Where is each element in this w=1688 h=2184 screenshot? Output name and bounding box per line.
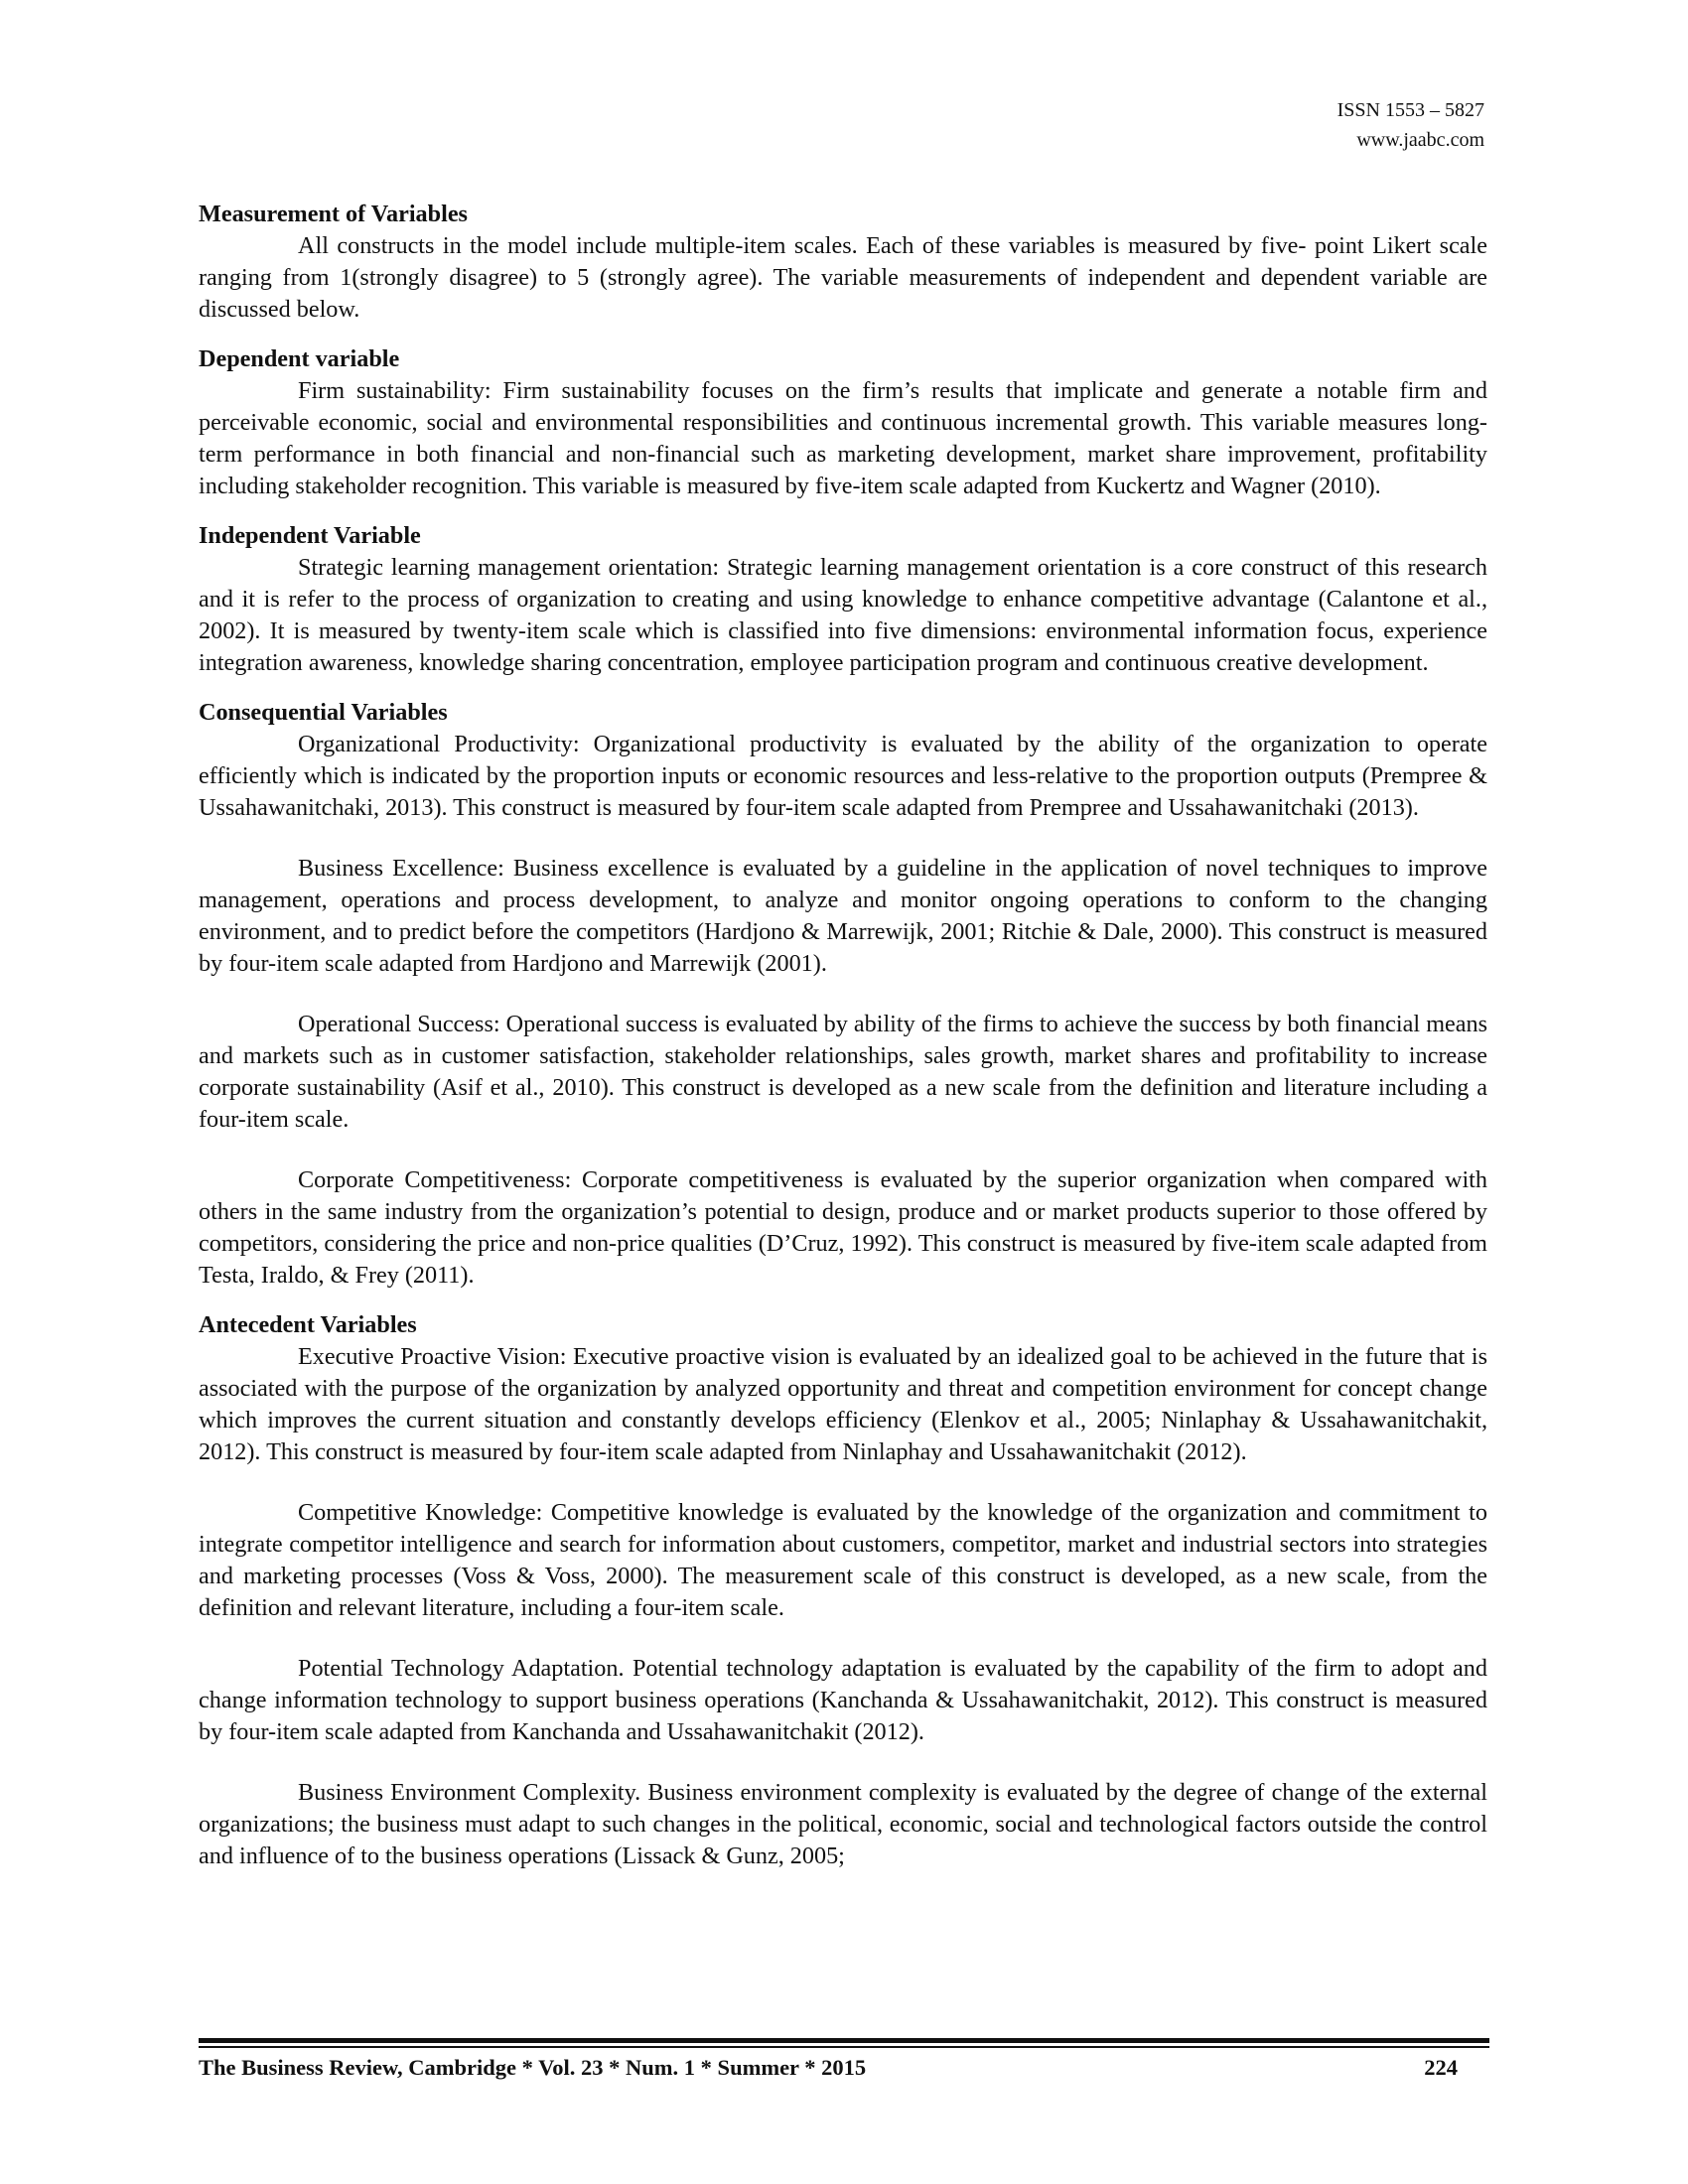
page-header (1337, 95, 1484, 155)
paragraph-corporate-competitiveness: Corporate Competitiveness: Corporate competitiveness is evaluated by the superior organization when compared with others in the same industry from the organization’s potential to design, produce and or market products superior to those offered by competitors, considering the price and non-price qualities (D’Cruz, 1992). This construct is measured by five-item scale adapted from Testa, Iraldo, & Frey (2011). (199, 1166, 1487, 1289)
paragraph-operational-success: Operational Success: Operational success is evaluated by ability of the firms to achieve the success by both financial means and markets such as in customer satisfaction, stakeholder relationships, sales growth, market shares and profitability to increase corporate sustainability (Asif et al., 2010). This construct is developed as a new scale from the definition and literature including a four-item scale. (199, 1011, 1487, 1133)
footer-rule-thin (199, 2046, 1489, 2048)
heading-independent-variable: Independent Variable (199, 522, 421, 549)
paragraph-firm-sustainability: Firm sustainability: Firm sustainability focuses on the firm’s results that implicate and generate a notable firm and perceivable economic, social and environmental responsibilities and continuous incremental growth. This variable measures long-term performance in both financial and non-financial such as marketing development, market share improvement, profitability including stakeholder recognition. This variable is measured by five-item scale adapted from Kuckertz and Wagner (2010). (199, 377, 1487, 499)
paragraph-organizational-productivity: Organizational Productivity: Organizational productivity is evaluated by the ability of the organization to operate efficiently which is indicated by the proportion inputs or economic resources and less-relative to the proportion outputs (Prempree & Ussahawanitchaki, 2013). This construct is measured by four-item scale adapted from Prempree and Ussahawanitchaki (2013). (199, 731, 1487, 821)
journal-website: www.jaabc.com (1356, 129, 1484, 151)
issn-number: ISSN 1553 – 5827 (1336, 99, 1484, 121)
article-body (199, 199, 1487, 1872)
paragraph-measurement: All constructs in the model include multiple-item scales. Each of these variables is measured by five- point Likert scale ranging from 1(strongly disagree) to 5 (strongly agree). The variable measurements of independent and dependent variable are discussed below. (199, 232, 1487, 323)
paragraph-strategic-learning: Strategic learning management orientation: Strategic learning management orientation is a core construct of this research and it is refer to the process of organization to creating and using knowledge to enhance competitive advantage (Calantone et al., 2002). It is measured by twenty-item scale which is classified into five dimensions: environmental information focus, experience integration awareness, knowledge sharing concentration, employee participation program and continuous creative development. (199, 554, 1487, 676)
paragraph-environment-complexity: Business Environment Complexity. Business environment complexity is evaluated by the degree of change of the external organizations; the business must adapt to such changes in the political, economic, social and technological factors outside the control and influence of to the business operations (Lissack & Gunz, 2005; (199, 1779, 1487, 1869)
paragraph-technology-adaptation: Potential Technology Adaptation. Potential technology adaptation is evaluated by the capability of the firm to adopt and change information technology to support business operations (Kanchanda & Ussahawanitchakit, 2012). This construct is measured by four-item scale adapted from Kanchanda and Ussahawanitchakit (2012). (199, 1655, 1487, 1745)
heading-antecedent-variables: Antecedent Variables (199, 1311, 417, 1338)
heading-measurement: Measurement of Variables (199, 201, 468, 227)
footer-journal-citation: The Business Review, Cambridge * Vol. 23 * Num. 1 * Summer * 2015 (199, 2055, 867, 2080)
heading-dependent-variable: Dependent variable (199, 345, 400, 372)
paragraph-competitive-knowledge: Competitive Knowledge: Competitive knowledge is evaluated by the knowledge of the organization and commitment to integrate competitor intelligence and search for information about customers, competitor, market and industrial sectors into strategies and marketing processes (Voss & Voss, 2000). The measurement scale of this construct is developed, as a new scale, from the definition and relevant literature, including a four-item scale. (199, 1499, 1487, 1621)
paragraph-executive-proactive-vision: Executive Proactive Vision: Executive proactive vision is evaluated by an idealized goal to be achieved in the future that is associated with the purpose of the organization by analyzed opportunity and threat and competition environment for concept change which improves the current situation and constantly develops efficiency (Elenkov et al., 2005; Ninlaphay & Ussahawanitchakit, 2012). This construct is measured by four-item scale adapted from Ninlaphay and Ussahawanitchakit (2012). (199, 1343, 1487, 1465)
paragraph-business-excellence: Business Excellence: Business excellence is evaluated by a guideline in the application of novel techniques to improve management, operations and process development, to analyze and monitor ongoing operations to conform to the changing environment, and to predict before the competitors (Hardjono & Marrewijk, 2001; Ritchie & Dale, 2000). This construct is measured by four-item scale adapted from Hardjono and Marrewijk (2001). (199, 855, 1487, 977)
heading-consequential-variables: Consequential Variables (199, 699, 448, 726)
footer-rule-thick (199, 2038, 1489, 2043)
page-number: 224 (1424, 2055, 1458, 2080)
